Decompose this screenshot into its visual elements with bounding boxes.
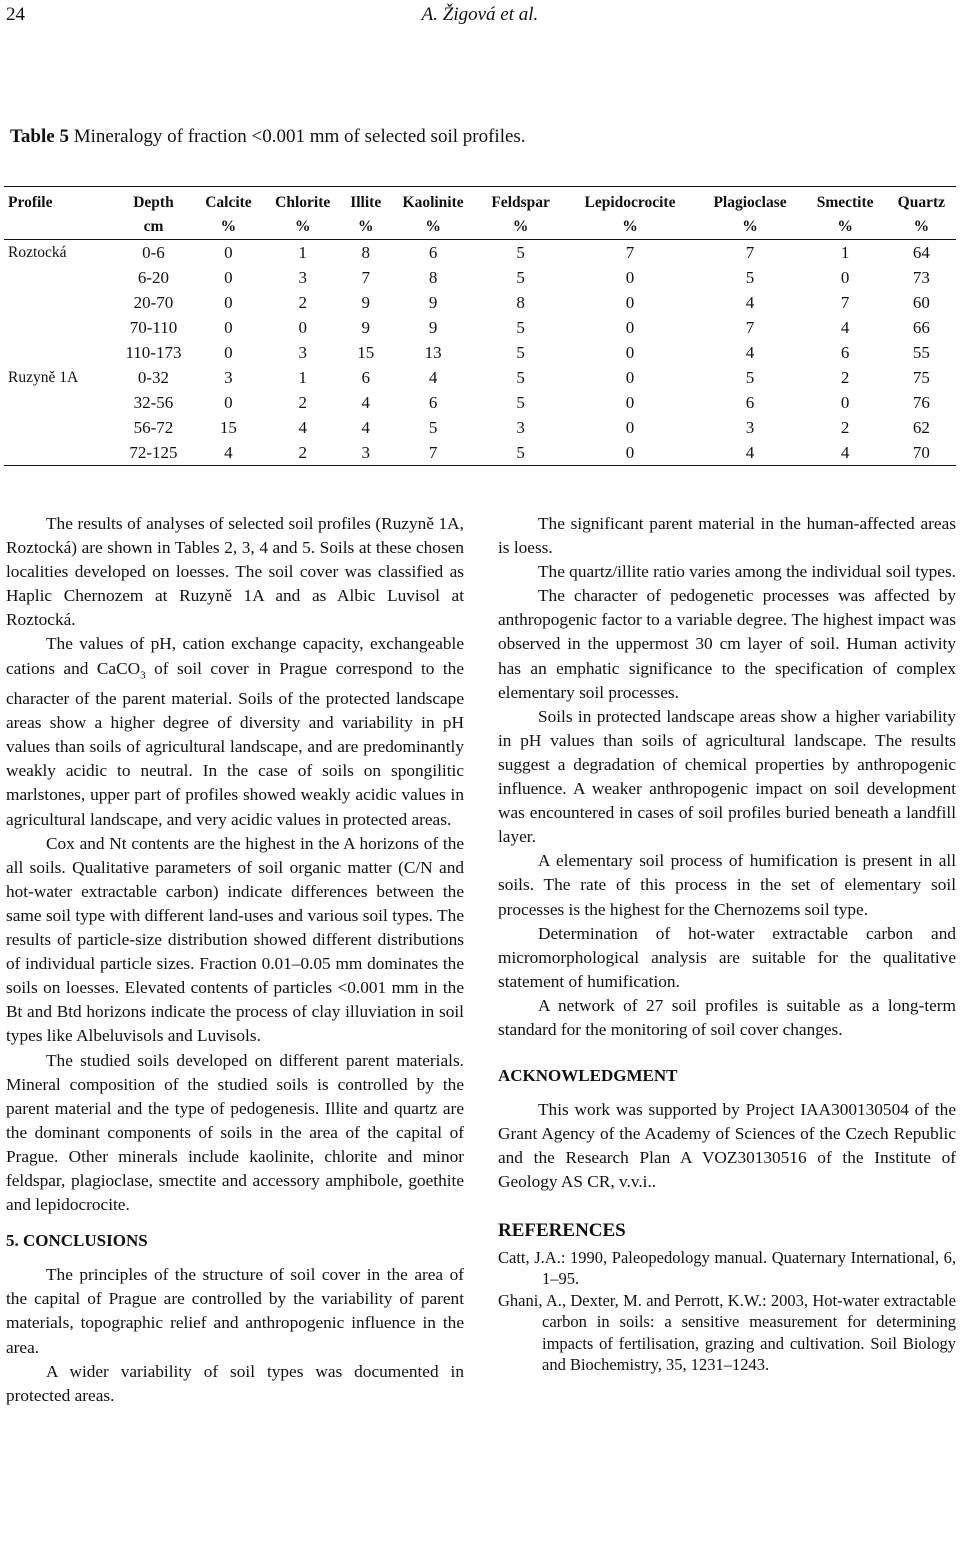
table-cell: 70-110 xyxy=(129,317,178,337)
table-cell: 4 xyxy=(361,417,370,437)
paragraph: The principles of the structure of soil cover in the area of the capital of Prague are controlled by the variability of parent materials, topographic relief and anthropogenic influence in the area. xyxy=(6,1265,464,1357)
column-header: Feldspar xyxy=(478,187,564,216)
table-cell: 0 xyxy=(224,392,233,412)
table-cell: 4 xyxy=(745,292,755,312)
profile-cell xyxy=(4,265,112,290)
table-cell: 0 xyxy=(224,267,233,287)
table-cell: 3 xyxy=(745,417,755,437)
table-cell: 4 xyxy=(361,392,370,412)
table-cell: 0 xyxy=(224,292,233,312)
paragraph: A network of 27 soil profiles is suitable as a long-term standard for the monitoring of soil cover changes. xyxy=(498,995,956,1039)
table-cell: 6 xyxy=(840,342,850,362)
column-header: Calcite xyxy=(194,187,262,216)
table-row xyxy=(4,240,956,266)
table-cell: 4 xyxy=(804,440,887,466)
table-cell: 5 xyxy=(516,392,525,412)
table-caption xyxy=(10,126,526,148)
column-unit: % xyxy=(697,215,804,240)
table-cell: 0 xyxy=(625,342,635,362)
table-cell: 0 xyxy=(625,417,635,437)
table-row xyxy=(4,365,956,390)
table-cell: 0 xyxy=(625,392,635,412)
table-cell: 2 xyxy=(262,440,343,466)
table-cell: 15 xyxy=(219,417,237,437)
running-title: A. Žigová et al. xyxy=(421,4,539,25)
table-cell: 5 xyxy=(428,417,438,437)
table-row xyxy=(4,340,956,365)
column-header: Illite xyxy=(343,187,388,216)
table-cell: 6-20 xyxy=(137,267,170,287)
page-header xyxy=(0,4,960,28)
profile-cell xyxy=(4,440,112,466)
column-unit: % xyxy=(194,215,262,240)
table-cell: 3 xyxy=(343,440,388,466)
column-unit: % xyxy=(478,215,564,240)
table-cell: 0 xyxy=(563,440,696,466)
table-cell: 8 xyxy=(428,267,438,287)
table-cell: 1 xyxy=(298,242,307,262)
table-cell: 13 xyxy=(424,342,442,362)
table-cell: 9 xyxy=(428,292,438,312)
paragraph: The studied soils developed on different parent materials. Mineral composition of the studied soils is controlled by the parent material and the type of pedogenesis. Illite and quartz are the dominant components of soils in the area of the capital of Prague. Other minerals include kaolinite, chlorite and minor feldspar, plagioclase, smectite and accessory amphibole, goethite and lepidocrocite. xyxy=(6,1050,464,1215)
acknowledgment-text: This work was supported by Project IAA300130504 of the Grant Agency of the Academy of Sciences of the Czech Republic and the Research Plan A VOZ30130516 of the Institute of Geology AS CR, v.v.i.. xyxy=(498,1100,956,1192)
table-cell: 2 xyxy=(298,292,307,312)
text-run: of soil cover in Prague correspond to the character of the parent material. Soils of the protected landscape areas show a higher degree of diversity and variability in pH values than soils of agricultural landscape, and are predominantly weakly acidic to neutral. In the case of soils on spongilitic marlstones, upper part of profiles showed weakly acidic values in agricultural landscape, and very acidic values in protected areas. xyxy=(6,658,464,829)
table-row xyxy=(4,290,956,315)
paragraph: A elementary soil process of humification is present in all soils. The rate of this process in the set of elementary soil processes is the highest for the Chernozems soil type. xyxy=(498,851,956,919)
profile-cell xyxy=(4,315,112,340)
table-cell: 72-125 xyxy=(112,440,194,466)
paragraph: Soils in protected landscape areas show a higher variability in pH values than soils of agricultural landscape. The results suggest a degradation of chemical properties by anthropogenic influence. A weaker anthropogenic impact on soil development was encountered in cases of soil profiles buried beneath a landfill layer. xyxy=(498,706,956,847)
text-run: The values of pH, cation exchange capacity, exchangeable cations and CaCO xyxy=(6,634,464,678)
table-cell: 1 xyxy=(840,242,850,262)
table-row xyxy=(4,440,956,466)
table-cell: 0 xyxy=(625,367,635,387)
table-cell: 2 xyxy=(840,367,850,387)
table-cell: 3 xyxy=(298,267,307,287)
column-unit: % xyxy=(887,215,956,240)
table-cell: 6 xyxy=(361,367,370,387)
table-cell: 3 xyxy=(298,342,307,362)
table-row xyxy=(4,415,956,440)
table-cell: 0 xyxy=(625,292,635,312)
table-cell: 110-173 xyxy=(125,342,182,362)
table-cell: 76 xyxy=(912,392,930,412)
table-cell: 6 xyxy=(745,392,755,412)
table-cell: 4 xyxy=(298,417,307,437)
section-heading-acknowledgment: ACKNOWLEDGMENT xyxy=(498,1066,678,1086)
column-unit: % xyxy=(563,215,696,240)
table-cell: 7 xyxy=(388,440,477,466)
table-cell: 5 xyxy=(745,267,755,287)
profile-cell: Ruzyně 1A xyxy=(8,368,79,386)
table-row xyxy=(4,265,956,290)
table-cell: 64 xyxy=(912,242,930,262)
table-cell: 60 xyxy=(912,292,930,312)
paragraph: The significant parent material in the human-affected areas is loess. xyxy=(498,514,956,558)
table-cell: 9 xyxy=(428,317,438,337)
left-column xyxy=(6,512,464,1408)
table-cell: 75 xyxy=(912,367,930,387)
profile-cell: Roztocká xyxy=(8,243,67,261)
column-unit xyxy=(4,215,112,240)
paragraph: The character of pedogenetic processes was affected by anthropogenic factor to a variable degree. The highest impact was observed in the uppermost 30 cm layer of soil. Human activity has an emphatic significance to the specification of complex elementary soil processes. xyxy=(498,586,956,702)
table-cell: 5 xyxy=(516,342,525,362)
table-cell: 8 xyxy=(516,292,525,312)
table-cell: 5 xyxy=(516,267,525,287)
paragraph: The quartz/illite ratio varies among the individual soil types. xyxy=(538,562,957,582)
table-cell: 0 xyxy=(840,392,850,412)
table-cell: 3 xyxy=(224,367,233,387)
column-unit: % xyxy=(804,215,887,240)
table-cell: 1 xyxy=(298,367,307,387)
right-column xyxy=(498,512,956,1376)
section-heading-conclusions: 5. CONCLUSIONS xyxy=(6,1231,148,1251)
table-cell: 7 xyxy=(745,317,755,337)
table-row xyxy=(4,390,956,415)
table-units-row xyxy=(4,215,956,240)
table-cell: 5 xyxy=(516,367,525,387)
table-caption-text: Mineralogy of fraction <0.001 mm of selected soil profiles. xyxy=(73,126,526,147)
table-cell: 7 xyxy=(745,242,755,262)
table-cell: 9 xyxy=(361,292,370,312)
table-cell: 2 xyxy=(298,392,307,412)
paragraph: Cox and Nt contents are the highest in the A horizons of the all soils. Qualitative parameters of soil organic matter (C/N and hot-water extractable carbon) indicate differences between the same soil type with different land-uses and various soil types. The results of particle-size distribution showed different distributions of individual particle sizes. Fraction 0.01–0.05 mm dominates the soils on loesses. Elevated contents of particles <0.001 mm in the Bt and Btd horizons indicate the process of clay illuviation in soil types like Albeluvisols and Luvisols. xyxy=(6,833,464,1046)
section-heading-references: REFERENCES xyxy=(498,1219,626,1241)
paragraph xyxy=(6,632,464,831)
column-header: Quartz xyxy=(887,187,956,216)
column-header: Profile xyxy=(4,187,112,216)
table-cell: 0 xyxy=(625,317,635,337)
column-unit: % xyxy=(262,215,343,240)
column-header: Kaolinite xyxy=(388,187,477,216)
table-cell: 5 xyxy=(516,242,525,262)
table-row xyxy=(4,315,956,340)
reference-item: Catt, J.A.: 1990, Paleopedology manual. Quaternary International, 6, 1–95. xyxy=(498,1247,956,1289)
table-cell: 0 xyxy=(224,342,233,362)
column-header: Chlorite xyxy=(262,187,343,216)
table-cell: 0 xyxy=(298,317,307,337)
column-header: Lepidocrocite xyxy=(563,187,696,216)
profile-cell xyxy=(4,390,112,415)
profile-cell xyxy=(4,290,112,315)
paragraph: The results of analyses of selected soil profiles (Ruzyně 1A, Roztocká) are shown in Tables 2, 3, 4 and 5. Soils at these chosen localities developed on loesses. The soil cover was classified as Haplic Chernozem at Ruzyně 1A and as Albic Luvisol at Roztocká. xyxy=(6,514,464,630)
paragraph: Determination of hot-water extractable carbon and micromorphological analysis are suitable for the qualitative statement of humification. xyxy=(498,923,956,991)
table-cell: 0 xyxy=(840,267,850,287)
table-header-row xyxy=(4,187,956,216)
table-caption-label: Table 5 xyxy=(10,126,69,147)
table-cell: 5 xyxy=(478,440,564,466)
table-cell: 4 xyxy=(194,440,262,466)
table-cell: 62 xyxy=(912,417,930,437)
column-unit: cm xyxy=(112,215,194,240)
table-cell: 15 xyxy=(357,342,375,362)
table-cell: 4 xyxy=(428,367,438,387)
column-header: Plagioclase xyxy=(697,187,804,216)
table-cell: 4 xyxy=(840,317,850,337)
table-cell: 0 xyxy=(625,267,635,287)
table-cell: 8 xyxy=(361,242,370,262)
page-number: 24 xyxy=(6,4,25,25)
subscript: 3 xyxy=(140,669,146,682)
table-cell: 4 xyxy=(745,342,755,362)
table-cell: 3 xyxy=(516,417,525,437)
table-cell: 2 xyxy=(840,417,850,437)
table-cell: 0-6 xyxy=(142,242,165,262)
reference-item: Ghani, A., Dexter, M. and Perrott, K.W.: 2003, Hot-water extractable carbon in soils: a sensitive measurement for determining impacts of fertilisation, grazing and cultivation. Soil Biology and Biochemistry, 35, 1231–1243. xyxy=(498,1290,956,1375)
table-cell: 7 xyxy=(361,267,370,287)
profile-cell xyxy=(4,415,112,440)
table-cell: 7 xyxy=(840,292,850,312)
mineralogy-table xyxy=(4,186,956,466)
paragraph: A wider variability of soil types was documented in protected areas. xyxy=(6,1361,464,1405)
column-unit: % xyxy=(343,215,388,240)
column-header: Depth xyxy=(112,187,194,216)
column-header: Smectite xyxy=(804,187,887,216)
table-body xyxy=(4,240,956,466)
table-cell: 73 xyxy=(912,267,930,287)
table-cell: 0-32 xyxy=(137,367,170,387)
table-cell: 66 xyxy=(912,317,930,337)
table-cell: 5 xyxy=(745,367,755,387)
table-cell: 0 xyxy=(224,242,233,262)
profile-cell xyxy=(4,340,112,365)
column-unit: % xyxy=(388,215,477,240)
table-cell: 70 xyxy=(887,440,956,466)
table-cell: 56-72 xyxy=(133,417,174,437)
table-cell: 0 xyxy=(224,317,233,337)
table-cell: 7 xyxy=(625,242,635,262)
table-cell: 5 xyxy=(516,317,525,337)
table-cell: 55 xyxy=(912,342,930,362)
table-cell: 20-70 xyxy=(133,292,174,312)
table-cell: 4 xyxy=(697,440,804,466)
table-cell: 9 xyxy=(361,317,370,337)
table-cell: 6 xyxy=(428,242,438,262)
table-cell: 32-56 xyxy=(133,392,174,412)
table-cell: 6 xyxy=(428,392,438,412)
